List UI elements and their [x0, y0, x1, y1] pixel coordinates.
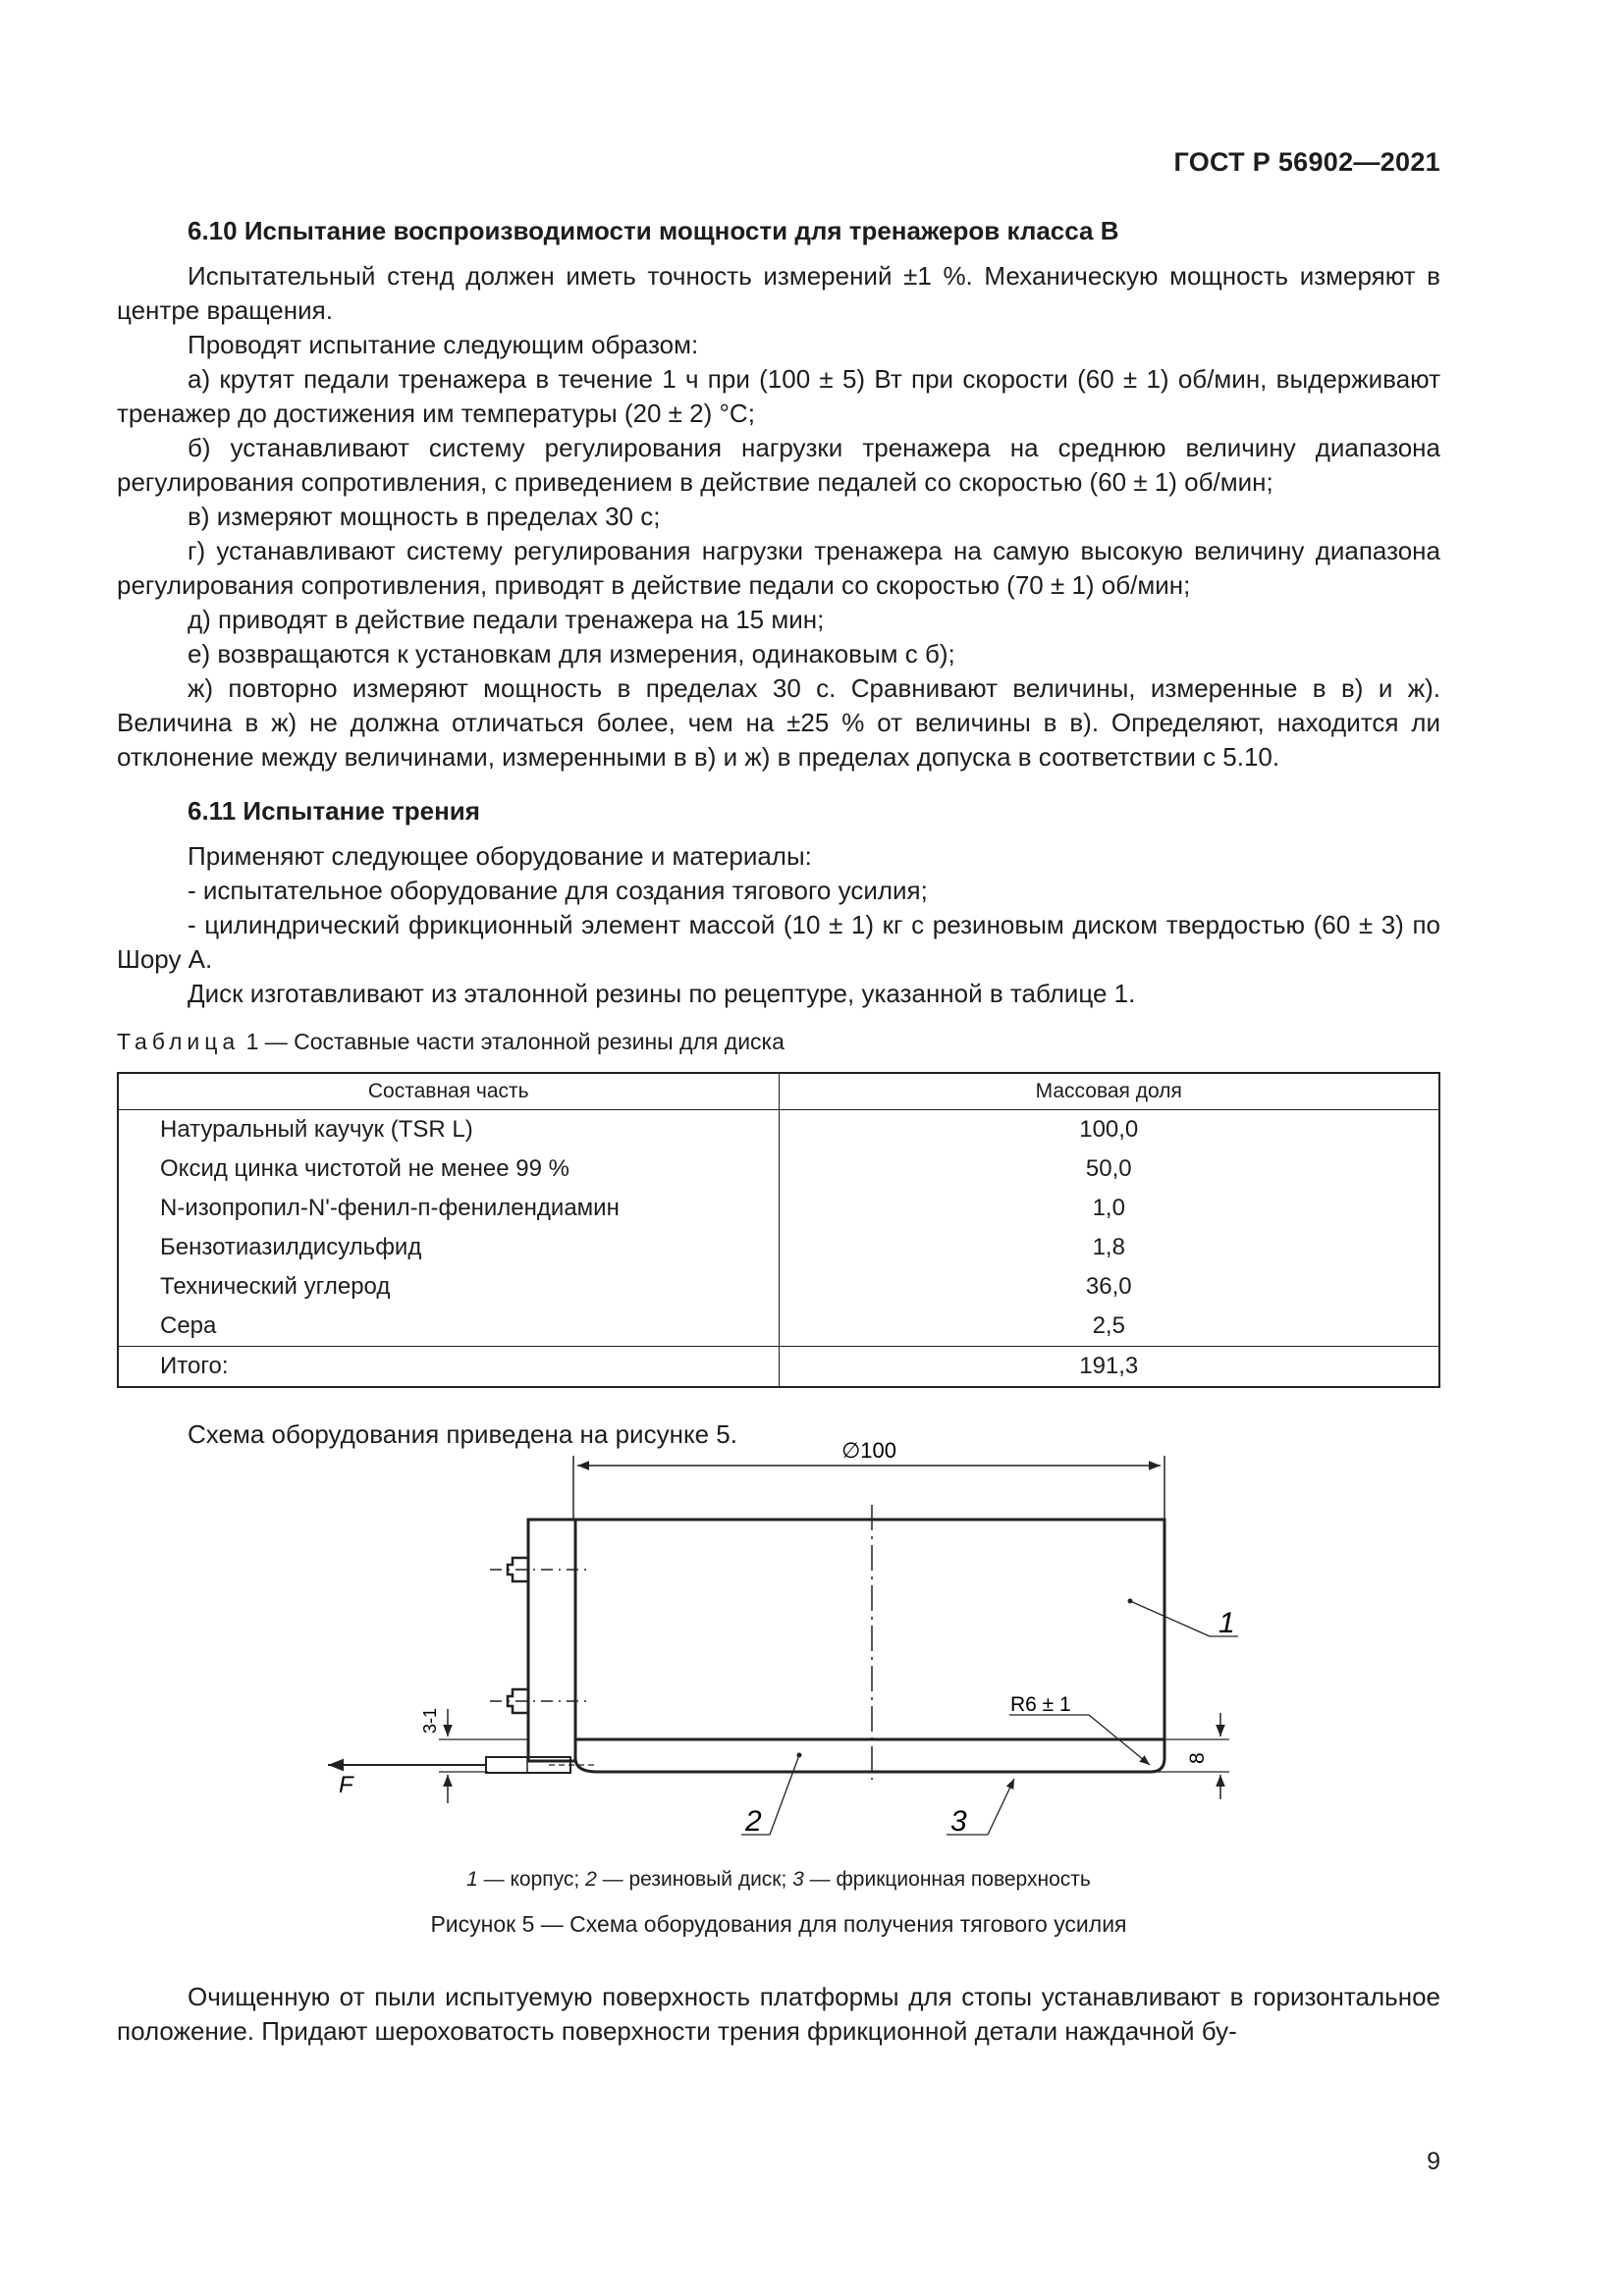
- list-item-g: г) устанавливают систему регулирования нагрузки тренажера на самую высокую величину диапазона регулирования сопротивления, приводят в действие педали со скоростью (70 ± 1) об/мин;: [117, 536, 1440, 600]
- callout-leader-2: [770, 1755, 799, 1835]
- mass-fraction: 36,0: [1085, 1273, 1132, 1300]
- closing-paragraph: Очищенную от пыли испытуемую поверхность платформы для стопы устанавливают в горизонтальное положение. Придают шероховатость поверхности трения фрикционной детали наждачной бу-: [117, 1982, 1440, 2046]
- table-caption-lead: Таблица: [117, 1029, 241, 1054]
- figure-legend: [117, 1866, 1440, 1894]
- offset-label: 3-1: [420, 1707, 440, 1734]
- housing-body: [575, 1520, 1164, 1739]
- column-header-mass-fraction: Массовая доля: [779, 1073, 1439, 1110]
- callout-leader-1: [1130, 1601, 1210, 1636]
- list-item-zh: ж) повторно измеряют мощность в пределах 30 с. Сравнивают величины, измеренные в в) и ж). Величина в ж) не должна отличаться более, чем на ±25 % от величины в в). Определяют, находится ли отклонение между величинами, измеренными в в) и ж) в пределах допуска в соответствии с 5.10.: [117, 673, 1440, 772]
- figure-5: [117, 1438, 1440, 1856]
- table-row: [118, 1110, 1439, 1150]
- component-name: Бензотиазилдисульфид: [118, 1228, 779, 1267]
- component-name: Сера: [118, 1307, 779, 1347]
- mass-fraction: 1,0: [1092, 1195, 1125, 1221]
- force-label: F: [339, 1772, 353, 1798]
- mass-fraction: 100,0: [1079, 1116, 1139, 1143]
- legend-number-2: 2: [585, 1868, 597, 1891]
- figure-caption: Рисунок 5 — Схема оборудования для получения тягового усилия: [430, 1911, 1127, 1937]
- list-item: - испытательное оборудование для создания тягового усилия;: [188, 876, 928, 905]
- callout-number-1: 1: [1218, 1607, 1235, 1639]
- page-number: 9: [1427, 2148, 1440, 2175]
- callout-leader-3: [988, 1779, 1014, 1835]
- mass-fraction: 2,5: [1092, 1312, 1125, 1339]
- rubber-composition-table: [117, 1072, 1440, 1388]
- total-value: 191,3: [779, 1347, 1439, 1388]
- list-item: - цилиндрический фрикционный элемент массой (10 ± 1) кг с резиновым диском твердостью (60 ± 3) по Шору А.: [117, 910, 1440, 974]
- radius-label: R6 ± 1: [1010, 1693, 1071, 1716]
- total-label: Итого:: [118, 1347, 779, 1388]
- callout-number-2: 2: [745, 1805, 762, 1838]
- column-header-component: Составная часть: [118, 1073, 779, 1110]
- component-name: Технический углерод: [118, 1267, 779, 1307]
- component-name: N-изопропил-N'-фенил-п-фенилендиамин: [118, 1189, 779, 1228]
- housing-body: [528, 1520, 575, 1761]
- list-item-e: е) возвращаются к установкам для измерения, одинаковым с б);: [188, 639, 955, 668]
- table-row: [118, 1307, 1439, 1347]
- section-6-10-heading: 6.10 Испытание воспроизводимости мощности для тренажеров класса В: [188, 216, 1119, 245]
- rubber-disc: [575, 1739, 1164, 1772]
- figure-intro: Схема оборудования приведена на рисунке 5.: [188, 1419, 737, 1449]
- section-6-11-heading: 6.11 Испытание трения: [188, 796, 480, 826]
- legend-text-3: — фрикционная поверхность: [803, 1868, 1091, 1891]
- component-name: Натуральный каучук (TSR L): [118, 1110, 779, 1150]
- legend-number-1: 1: [466, 1868, 478, 1891]
- table-row: [118, 1149, 1439, 1189]
- table-caption-text: 1 — Составные части эталонной резины для диска: [240, 1029, 785, 1054]
- paragraph: Проводят испытание следующим образом:: [188, 330, 699, 359]
- table-row: [118, 1189, 1439, 1228]
- list-item-b: б) устанавливают систему регулирования нагрузки тренажера на среднюю величину диапазона регулирования сопротивления, с приведением в действие педалей со скоростью (60 ± 1) об/мин;: [117, 433, 1440, 497]
- standard-header: ГОСТ Р 56902—2021: [1173, 147, 1440, 177]
- list-item-d: д) приводят в действие педали тренажера на 15 мин;: [188, 605, 825, 634]
- callout-number-3: 3: [950, 1805, 967, 1838]
- diameter-label: ∅100: [841, 1438, 896, 1463]
- paragraph: Применяют следующее оборудование и материалы:: [188, 841, 812, 871]
- height-label: 8: [1186, 1752, 1209, 1764]
- paragraph: Диск изготавливают из эталонной резины по рецептуре, указанной в таблице 1.: [188, 979, 1136, 1008]
- legend-text-1: — корпус;: [477, 1868, 586, 1891]
- table-row: [118, 1228, 1439, 1267]
- equipment-diagram: [117, 1438, 1440, 1856]
- legend-text-2: — резиновый диск;: [596, 1868, 793, 1891]
- mass-fraction: 1,8: [1092, 1234, 1125, 1260]
- mass-fraction: 50,0: [1085, 1155, 1132, 1182]
- table-row: [118, 1267, 1439, 1307]
- table-caption: [117, 1027, 1440, 1056]
- list-item-v: в) измеряют мощность в пределах 30 с;: [188, 502, 661, 531]
- list-item-a: а) крутят педали тренажера в течение 1 ч при (100 ± 5) Вт при скорости (60 ± 1) об/мин, выдерживают тренажер до достижения им температуры (20 ± 2) °С;: [117, 364, 1440, 428]
- paragraph: Испытательный стенд должен иметь точность измерений ±1 %. Механическую мощность измеряют в центре вращения.: [117, 261, 1440, 325]
- component-name: Оксид цинка чистотой не менее 99 %: [118, 1149, 779, 1189]
- legend-number-3: 3: [792, 1868, 804, 1891]
- page-content: [117, 214, 1440, 2049]
- table-total-row: [118, 1347, 1439, 1388]
